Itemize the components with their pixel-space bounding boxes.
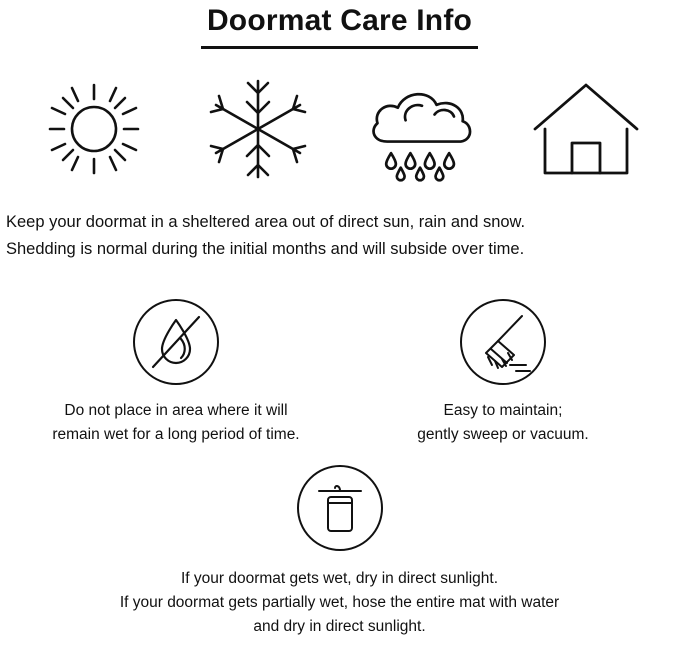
rain-cloud-icon [362, 73, 482, 185]
care-item-dry-caption [120, 567, 559, 639]
intro-paragraph [6, 209, 673, 263]
intro-line-2: Shedding is normal during the initial months and will subside over time. [6, 240, 525, 258]
care-item-no-wet [26, 299, 326, 447]
care-item-sweep [353, 299, 653, 447]
sun-icon [34, 73, 154, 185]
weather-icon-row [0, 73, 679, 185]
caption-line-2: gently sweep or vacuum. [417, 426, 589, 443]
intro-line-1: Keep your doormat in a sheltered area out of direct sun, rain and snow. [6, 213, 526, 231]
title-block [0, 0, 679, 49]
caption-line-1: If your doormat gets wet, dry in direct sunlight. [180, 570, 499, 587]
care-item-dry [0, 465, 679, 639]
caption-line-2: If your doormat gets partially wet, hose the entire mat with water [119, 594, 560, 611]
no-water-icon [133, 299, 219, 385]
hang-dry-icon [297, 465, 383, 551]
caption-line-2: remain wet for a long period of time. [52, 426, 300, 443]
care-item-no-wet-caption [52, 399, 299, 447]
broom-icon [460, 299, 546, 385]
page-title: Doormat Care Info [201, 2, 478, 49]
house-icon [526, 73, 646, 185]
care-item-sweep-caption [417, 399, 588, 447]
care-columns [0, 299, 679, 447]
caption-line-1: Easy to maintain; [443, 402, 563, 419]
snowflake-icon [198, 73, 318, 185]
caption-line-3: and dry in direct sunlight. [253, 618, 426, 635]
caption-line-1: Do not place in area where it will [64, 402, 288, 419]
